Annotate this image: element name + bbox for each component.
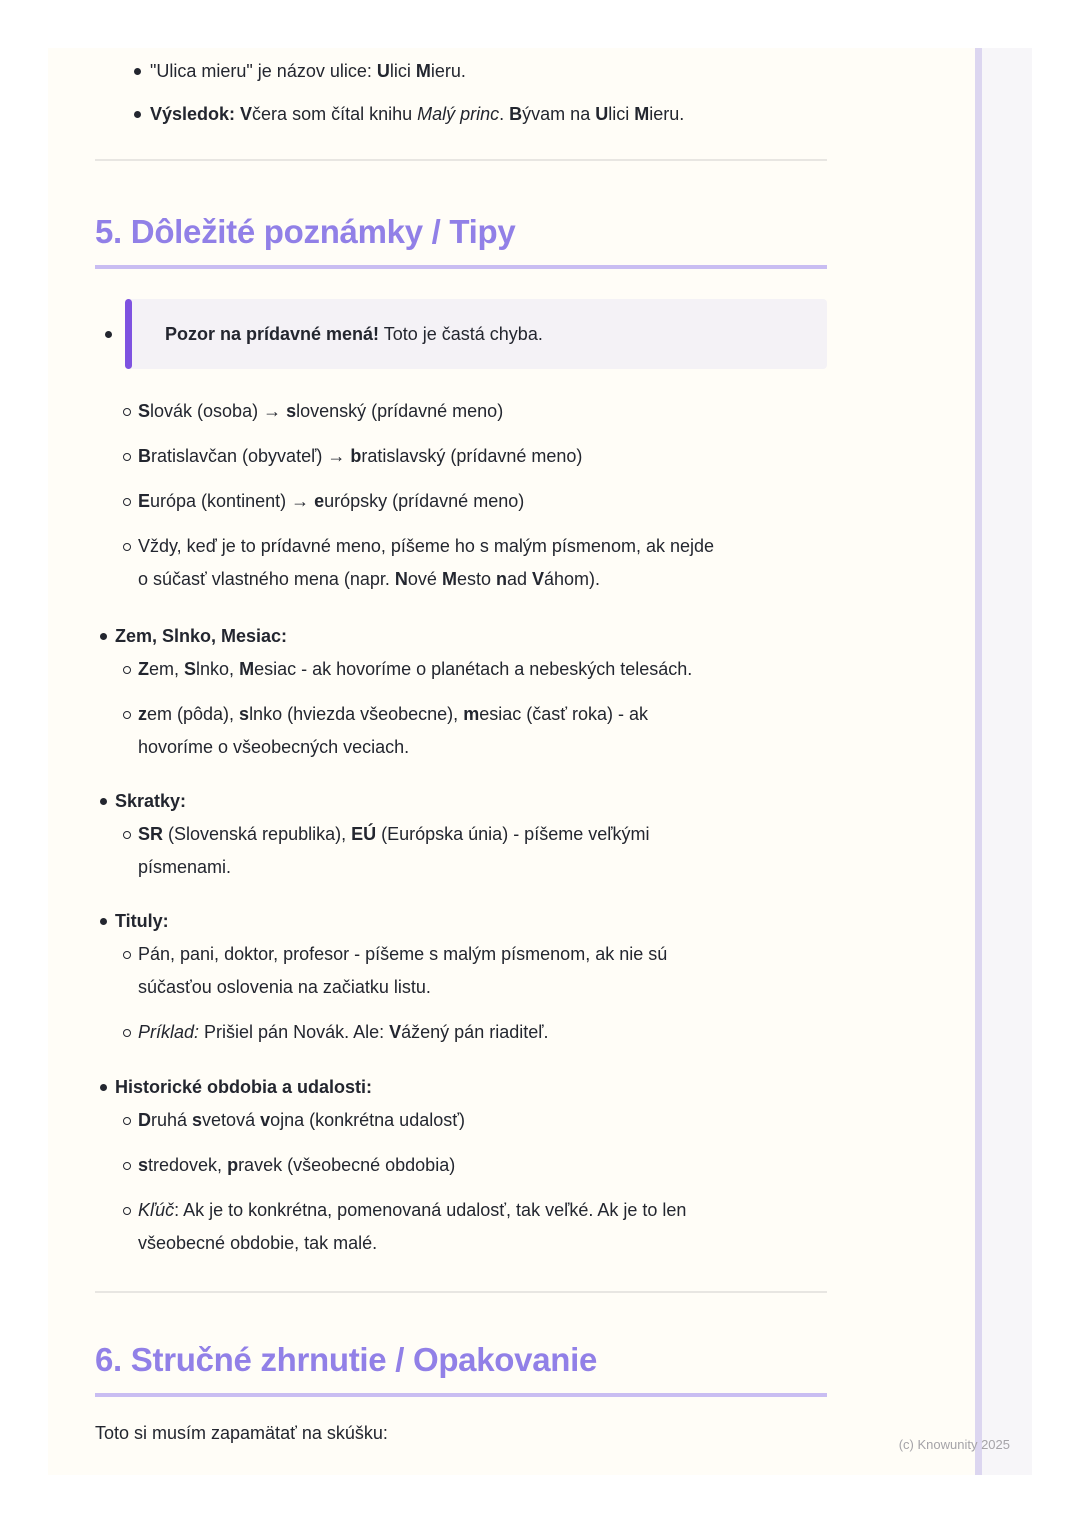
list-item	[95, 1104, 827, 1137]
adjective-examples-list	[95, 395, 827, 596]
bullet-dot	[105, 331, 112, 338]
next-page-strip	[982, 48, 1032, 1475]
callout-box	[125, 299, 827, 369]
section-6-heading: 6. Stručné zhrnutie / Opakovanie	[95, 1340, 827, 1397]
callout-accent-bar	[125, 299, 132, 369]
list-item-text: Slovák (osoba) → slovenský (prídavné meno)	[138, 401, 504, 421]
page-edge-bar	[975, 48, 982, 1475]
list-item	[95, 395, 827, 428]
list-item	[95, 530, 827, 596]
section-divider	[95, 159, 827, 161]
list-item-text: Vždy, keď je to prídavné meno, píšeme ho s malým písmenom, ak nejde o súčasť vlastného mena (napr. Nové Mesto nad Váhom).	[138, 536, 714, 589]
list-item-text: zem (pôda), slnko (hviezda všeobecne), mesiac (časť roka) - ak hovoríme o všeobecných veciach.	[138, 704, 648, 757]
list-item-text: Príklad: Prišiel pán Novák. Ale: Vážený pán riaditeľ.	[138, 1022, 549, 1042]
group-header-text: Zem, Slnko, Mesiac:	[115, 626, 288, 646]
list-item-text: SR (Slovenská republika), EÚ (Európska únia) - píšeme veľkými písmenami.	[138, 824, 650, 877]
list-item	[95, 1194, 827, 1260]
outro-text: Toto si musím zapamätať na skúšku:	[95, 1423, 388, 1443]
intro-list	[95, 58, 827, 127]
group-header-text: Historické obdobia a udalosti:	[115, 1077, 373, 1097]
group-header	[95, 1071, 827, 1104]
topic-group-tituly	[95, 905, 827, 1049]
section-5-heading: 5. Dôležité poznámky / Tipy	[95, 212, 827, 269]
list-item-text: Kľúč: Ak je to konkrétna, pomenovaná udalosť, tak veľké. Ak je to len všeobecné obdobie, tak malé.	[138, 1200, 687, 1253]
group-header	[95, 905, 827, 938]
list-item	[95, 485, 827, 518]
topic-group-zem-slnko-mesiac	[95, 620, 827, 764]
list-item-text: Pán, pani, doktor, profesor - píšeme s malým písmenom, ak nie sú súčasťou oslovenia na začiatku listu.	[138, 944, 668, 997]
list-item-text: "Ulica mieru" je názov ulice: Ulici Mieru.	[150, 61, 466, 81]
list-item	[95, 58, 827, 84]
group-sub-list	[95, 1104, 827, 1260]
list-item	[95, 698, 827, 764]
group-sub-list	[95, 818, 827, 884]
group-header-text: Skratky:	[115, 791, 187, 811]
list-item-text: Európa (kontinent) → európsky (prídavné meno)	[138, 491, 525, 511]
list-item	[95, 818, 827, 884]
group-sub-list	[95, 938, 827, 1049]
list-item	[95, 101, 827, 127]
copyright-text: (c) Knowunity 2025	[898, 1437, 1010, 1452]
group-header	[95, 620, 827, 653]
list-item-text: Druhá svetová vojna (konkrétna udalosť)	[138, 1110, 465, 1130]
group-header	[95, 785, 827, 818]
list-item	[95, 440, 827, 473]
list-item-text: Bratislavčan (obyvateľ) → bratislavský (prídavné meno)	[138, 446, 583, 466]
list-item	[95, 653, 827, 686]
list-item	[95, 1149, 827, 1182]
callout-row	[95, 299, 827, 369]
list-item-text: Zem, Slnko, Mesiac - ak hovoríme o planétach a nebeských telesách.	[138, 659, 693, 679]
list-item-text: stredovek, pravek (všeobecné obdobia)	[138, 1155, 456, 1175]
section-divider	[95, 1291, 827, 1293]
document-content	[95, 48, 827, 1446]
topic-group-historicke-obdobia	[95, 1071, 827, 1260]
list-item	[95, 1016, 827, 1049]
topic-group-skratky	[95, 785, 827, 884]
list-item-text: Výsledok: Včera som čítal knihu Malý princ. Bývam na Ulici Mieru.	[150, 104, 685, 124]
document-page	[48, 48, 975, 1475]
callout-text: Pozor na prídavné mená! Toto je častá chyba.	[165, 324, 543, 344]
list-item	[95, 938, 827, 1004]
group-header-text: Tituly:	[115, 911, 169, 931]
group-sub-list	[95, 653, 827, 764]
